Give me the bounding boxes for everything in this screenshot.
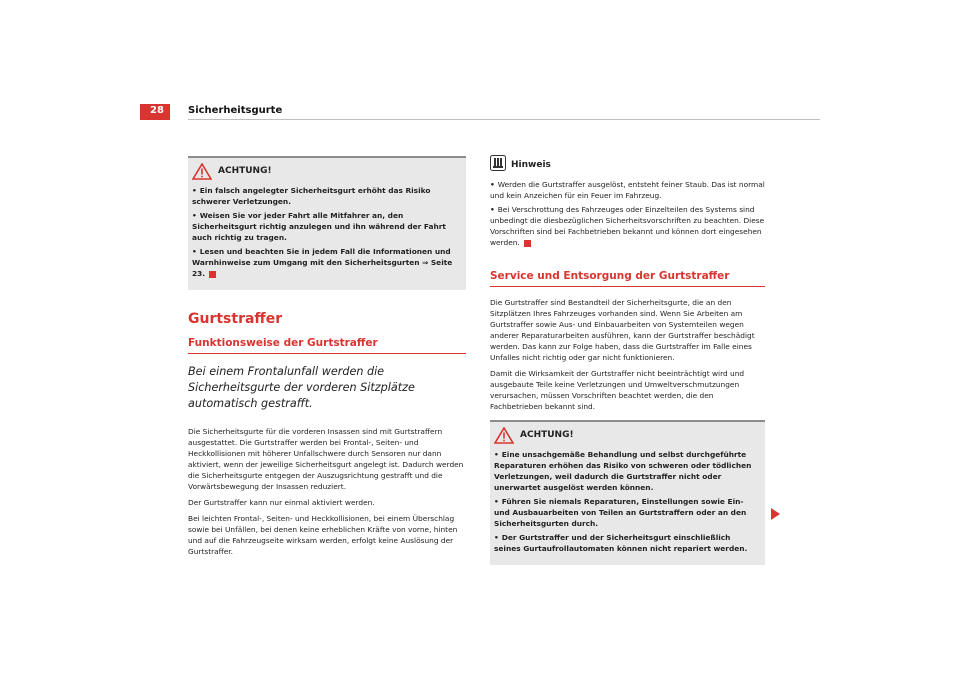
warning-header: [494, 426, 759, 444]
warning-item: • Lesen und beachten Sie in jedem Fall die Informationen und Warnhinweise zum Umgang mit den Sicherheitsgurten ⇒ Seite 23.: [192, 247, 453, 278]
warning-header: [192, 162, 460, 180]
warning-title: ACHTUNG!: [520, 429, 574, 440]
warning-title: ACHTUNG!: [218, 165, 272, 176]
paragraph: Damit die Wirksamkeit der Gurtstraffer nicht beeinträchtigt wird und ausgebaute Teile keine Verletzungen und Umweltverschmutzungen verursachen, müssen Vorschriften beachtet werden, die den Fachbetrieben bekannt sind.: [490, 369, 745, 411]
warning-triangle-icon: [494, 427, 514, 444]
paragraph: Der Gurtstraffer kann nur einmal aktiviert werden.: [188, 498, 375, 507]
lead-text: Bei einem Frontalunfall werden die Sicherheitsgurte der vorderen Sitzplätze automatisch gestrafft.: [188, 365, 415, 410]
warning-item: • Weisen Sie vor jeder Fahrt alle Mitfahrer an, den Sicherheitsgurt richtig anzulegen und ihn während der Fahrt auch richtig zu tragen.: [192, 211, 446, 242]
header-rule: [188, 119, 820, 120]
subsection-title: Service und Entsorgung der Gurtstraffer: [490, 270, 765, 287]
note-info-icon: [490, 155, 506, 175]
end-square-icon: [209, 271, 216, 278]
note-item: • Werden die Gurtstraffer ausgelöst, entsteht feiner Staub. Das ist normal und kein Anzeichen für ein Feuer im Fahrzeug.: [490, 180, 765, 200]
right-column: [490, 155, 765, 565]
note-title: Hinweis: [511, 160, 551, 170]
paragraph: Die Sicherheitsgurte für die vorderen Insassen sind mit Gurtstraffern ausgestattet. Die Gurtstraffer werden bei Frontal-, Seiten- und Heckkollisionen mit höherer Unfallschwere durch Sensoren nur dann aktiviert, wenn der jeweilige Sicherheitsgurt angelegt ist. Dadurch werden die Sicherheitsgurte entgegen der Auszugsrichtung gestrafft und die Vorwärtsbewegung der Insassen reduziert.: [188, 427, 464, 491]
running-header-title: Sicherheitsgurte: [188, 105, 283, 116]
warning-item: • Der Gurtstraffer und der Sicherheitsgurt einschließlich seines Gurtaufrollautomaten können nicht repariert werden.: [494, 533, 748, 553]
section-title: Gurtstraffer: [188, 311, 283, 327]
subsection-title: Funktionsweise der Gurtstraffer: [188, 337, 466, 354]
warning-item: • Eine unsachgemäße Behandlung und selbst durchgeführte Reparaturen erhöhen das Risiko von schweren oder tödlichen Verletzungen, weil dadurch die Gurtstraffer nicht oder unerwartet ausgelöst werden können.: [494, 450, 752, 492]
warning-box: [188, 156, 466, 290]
warning-item: • Ein falsch angelegter Sicherheitsgurt erhöht das Risiko schwerer Verletzungen.: [192, 186, 431, 206]
page-number: 28: [150, 105, 164, 116]
left-column: [188, 156, 466, 562]
paragraph: Die Gurtstraffer sind Bestandteil der Sicherheitsgurte, die an den Sitzplätzen Ihres Fahrzeuges vorhanden sind. Wenn Sie Arbeiten am Gurtstraffer sowie Aus- und Einbauarbeiten von Systemteilen wegen anderer Reparaturarbeiten ausführen, kann der Gurtstraffer beschädigt werden. Das kann zur Folge haben, dass die Gurtstraffer im Falle eines Unfalles nicht richtig oder gar nicht funktionieren.: [490, 298, 755, 362]
warning-box: [490, 420, 765, 565]
warning-item: • Führen Sie niemals Reparaturen, Einstellungen sowie Ein- und Ausbauarbeiten von Teilen an Gurtstraffern oder an den Sicherheitsgurten durch.: [494, 497, 747, 528]
note-item: • Bei Verschrottung des Fahrzeuges oder Einzelteilen des Systems sind unbedingt die diesbezüglichen Sicherheitsvorschriften zu beachten. Diese Vorschriften sind bei Fachbetrieben bekannt und können dort eingesehen werden.: [490, 205, 765, 247]
warning-triangle-icon: [192, 163, 212, 180]
continue-arrow-icon: [771, 508, 780, 520]
note-header: [490, 155, 765, 175]
paragraph: Bei leichten Frontal-, Seiten- und Heckkollisionen, bei einem Überschlag sowie bei Unfällen, bei denen keine erheblichen Kräfte von vorne, hinten und auf die Fahrzeugseite wirksam werden, erfolgt keine Auslösung der Gurtstraffer.: [188, 514, 458, 556]
end-square-icon: [524, 240, 531, 247]
